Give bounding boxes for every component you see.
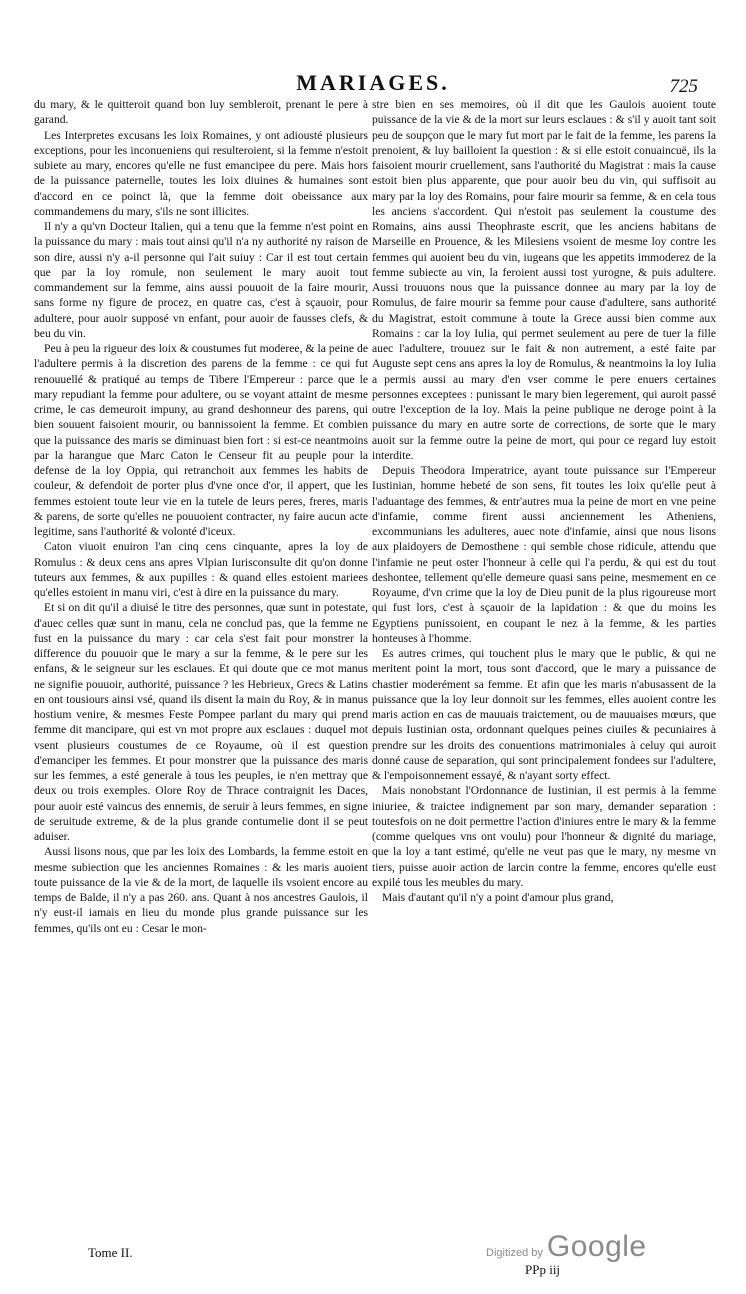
left-paragraph: Aussi lisons nous, que par les loix des Lombards, la femme estoit en mesme subiection que les anciennes Romaines : & les maris auoient toute puissance de la vie & de la mort, de laquelle ils vsoient encore au temps de Balde, il n'y a pas 260. ans. Quant à nos ancestres Gaulois, il n'y eust-il iamais en lieu du monde plus grande puissance sur les femmes, qu'ils ont eu : Cesar le mon- — [34, 845, 368, 935]
volume-label: Tome II. — [88, 1245, 133, 1260]
right-column — [372, 97, 716, 905]
google-logo: Google — [546, 1230, 647, 1263]
running-title: MARIAGES. — [296, 70, 450, 95]
digitized-watermark — [486, 1230, 647, 1264]
digitized-by-text: Digitized by — [486, 1247, 543, 1259]
left-paragraph: Et si on dit qu'il a diuisé le titre des personnes, quæ sunt in potestate, d'auec celles quæ sunt in manu, cela ne conclud pas, que la femme ne fust en la puissance du mary : car cela s'est fait pour monstrer la difference du pouuoir que le mary a sur la femme, & le pere sur les enfans, & le seigneur sur les esclaues. Et qui doute que ce mot manus ne signifie pouuoir, authorité, puissance ? les Hebrieux, Grecs & Latins en ont tousiours ainsi vsé, quand ils disent la main du Roy, & in manus hostium venire, & mesmes Feste Pompee parlant du mary qui prend femme dit mancipare, qui est vn mot propre aux esclaues : duquel mot vsent plusieurs coustumes de ce Royaume, où il est question d'emanciper les femmes. Et pour monstrer que la puissance des maris sur les femmes, a esté generale à tous les peuples, ie n'en mettray que deux ou trois exemples. Olore Roy de Thrace contraignit les Daces, pour auoir esté vaincus des ennemis, de seruir à leurs femmes, en signe de seruitude extreme, & de la plus grande contumelie dont il se peut aduiser. — [34, 601, 368, 843]
left-paragraph: Il n'y a qu'vn Docteur Italien, qui a tenu que la femme n'est point en la puissance du mary : mais tout ainsi qu'il n'a ny authorité ny raison de son dire, aussi n'y a-il personne qui l'ait suiuy : Car il est tout certain que par la loy romule, non seulement le mary auoit tout commandement sur la femme, ains aussi pouuoit de la faire mourir, sans forme ny figure de procez, en quatre cas, c'est à sçauoir, pour adultere, pour auoir supposé vn enfant, pour auoir de fausses clefs, & beu du vin. — [34, 220, 368, 340]
right-paragraph: Es autres crimes, qui touchent plus le mary que le public, & qui ne meritent point la mort, tous sont d'accord, que le mary a puissance de chastier moderément sa femme. Et afin que les maris n'abusassent de la puissance que la loy leur donnoit sur les femmes, elles auoient contre les maris action en cas de mauuais traictement, ou de mauuaises mœurs, que depuis Iustinian osta, ordonnant quelques peines ciuiles & pecuniaires à prendre sur les droits des conuentions matrimoniales à celuy qui auroit donné cause de separation, qui sont principalement fondees sur l'adultere, & l'empoisonnement essayé, & n'ayant sorty effect. — [372, 647, 716, 782]
left-paragraph: Peu à peu la rigueur des loix & coustumes fut moderee, & la peine de l'adultere permis à la discretion des parens de la femme : ce qui fut renouuellé & pratiqué au temps de Tibere l'Empereur : parce que le mary repudiant la femme pour adultere, ou se voyant attaint de mesme crime, le cas demeuroit impuny, au grand deshonneur des parens, qui bien souuent faisoient mourir, ou bannissoient la femme. Et combien que la puissance des maris se diminuast bien fort : si est-ce neantmoins par la harangue que Marc Caton le Censeur fit au peuple pour la defense de la loy Oppia, qui retranchoit aux femmes les habits de couleur, & defendoit de porter plus d'vne once d'or, il appert, que les femmes estoient toute leur vie en la tutele de leurs peres, freres, maris & parens, de sorte qu'elles ne pouuoient contracter, ny faire aucun acte legitime, sans l'authorité & volonté d'iceux. — [34, 342, 368, 538]
right-paragraph: Mais d'autant qu'il n'y a point d'amour plus grand, — [382, 891, 614, 904]
page-number: 725 — [669, 76, 698, 97]
left-paragraph: du mary, & le quitteroit quand bon luy sembleroit, prenant le pere à garand. — [34, 98, 368, 127]
left-paragraph: Les Interpretes excusans les loix Romaines, y ont adiousté plusieurs exceptions, pour les inconueniens qui resulteroient, si la femme n'estoit subiete au mary, encores qu'elle ne fust emancipee du pere. Mais hors de la puissance paternelle, toutes les loix diuines & humaines sont d'accord en ce poinct là, que la femme doit obeissance aux commandemens du mary, s'ils ne sont illicites. — [34, 128, 368, 218]
right-paragraph: stre bien en ses memoires, où il dit que les Gaulois auoient toute puissance de la vie & de la mort sur leurs esclaues : & s'il y auoit tant soit peu de soupçon que le mary fut mort par le fait de la femme, les parens la prenoient, & luy bailloient la question : & si elle estoit conuaincuë, ils la faisoient mourir cruellement, sans l'authorité du Magistrat : mais la cause estoit bien plus apparente, que pour auoir beu du vin, qui suffisoit au mary par la loy des Romains, pour faire mourir sa femme, & en cela tous les anciens s'accordent. Qui n'estoit pas seulement la coustume des Romains, ains aussi Theophraste escrit, que les anciens habitans de Marseille en Prouence, & les Milesiens vsoient de mesme loy contre les femmes qui auoient beu du vin, iugeans que les appetits immoderez de la femme subiecte au vin, la feroient aussi tost yurogne, & puis adultere. Aussi trouuons nous que la puissance donnee au mary par la loy de Romulus, de faire mourir sa femme pour cause d'adultere, sans authorité du Magistrat, estoit commune à toute la Grece aussi bien comme aux Romains : car la loy Iulia, qui permet seulement au pere de tuer la fille auec l'adultere, trouuez sur le fait & non autrement, a esté faite par Auguste sept cens ans apres la loy de Romulus, & neantmoins la loy Iulia a permis aussi au mary d'en vser comme le pere enuers certaines personnes exceptees : punissant le mary bien legerement, qui auroit passé outre l'exception de la loy. Mais la peine publique ne deroge point à la puissance du mary en autre sorte de corrections, de sorte que le mary auoit sur la femme outre la peine de mort, qui pour ce regard luy estoit interdite. — [372, 98, 716, 462]
right-paragraph: Mais nonobstant l'Ordonnance de Iustinian, il est permis à la femme iniuriee, & traictee indignement par son mary, demander separation : toutesfois on ne doit permettre l'action d'iniures entre le mary & la femme (comme quelques vns ont voulu) pour l'honneur & dignité du mariage, que la loy a tant estimé, qu'elle ne veut pas que le mary, ny mesme vn tiers, puisse auoir action de larcin contre la femme, encores qu'elle eust expilé tous les meubles du mary. — [372, 784, 716, 889]
left-column — [34, 97, 368, 936]
signature-mark: PPp iij — [525, 1262, 561, 1277]
left-paragraph: Caton viuoit enuiron l'an cinq cens cinquante, apres la loy de Romulus : & deux cens ans apres Vlpian Iurisconsulte dit qu'on donne tuteurs aux femmes, & aux pupilles : & quand elles estoient mariees qu'elles estoient in manu viri, c'est à dire en la puissance du mary. — [34, 540, 368, 599]
right-paragraph: Depuis Theodora Imperatrice, ayant toute puissance sur l'Empereur Iustinian, homme hebeté de son sens, fit toutes les loix qu'elle peut à l'aduantage des femmes, & entr'autres mua la peine de mort en vne peine d'infamie, comme firent aussi anciennement les Atheniens, excommunians les adulteres, auec note d'infamie, ainsi que nous lisons aux plaidoyers de Demosthene : qui semble chose ridicule, attendu que l'infamie ne peut oster l'honneur à celle qui l'a perdu, & qui est du tout deshontee, tellement qu'elle demeure quasi sans peine, mesmement en ce Royaume, d'vn crime que la loy de Dieu punit de la plus rigoureuse mort qui fust lors, c'est à sçauoir de la lapidation : & que du moins les Egyptiens punissoient, en coupant le nez à la femme, & les parties honteuses à l'homme. — [372, 464, 716, 645]
